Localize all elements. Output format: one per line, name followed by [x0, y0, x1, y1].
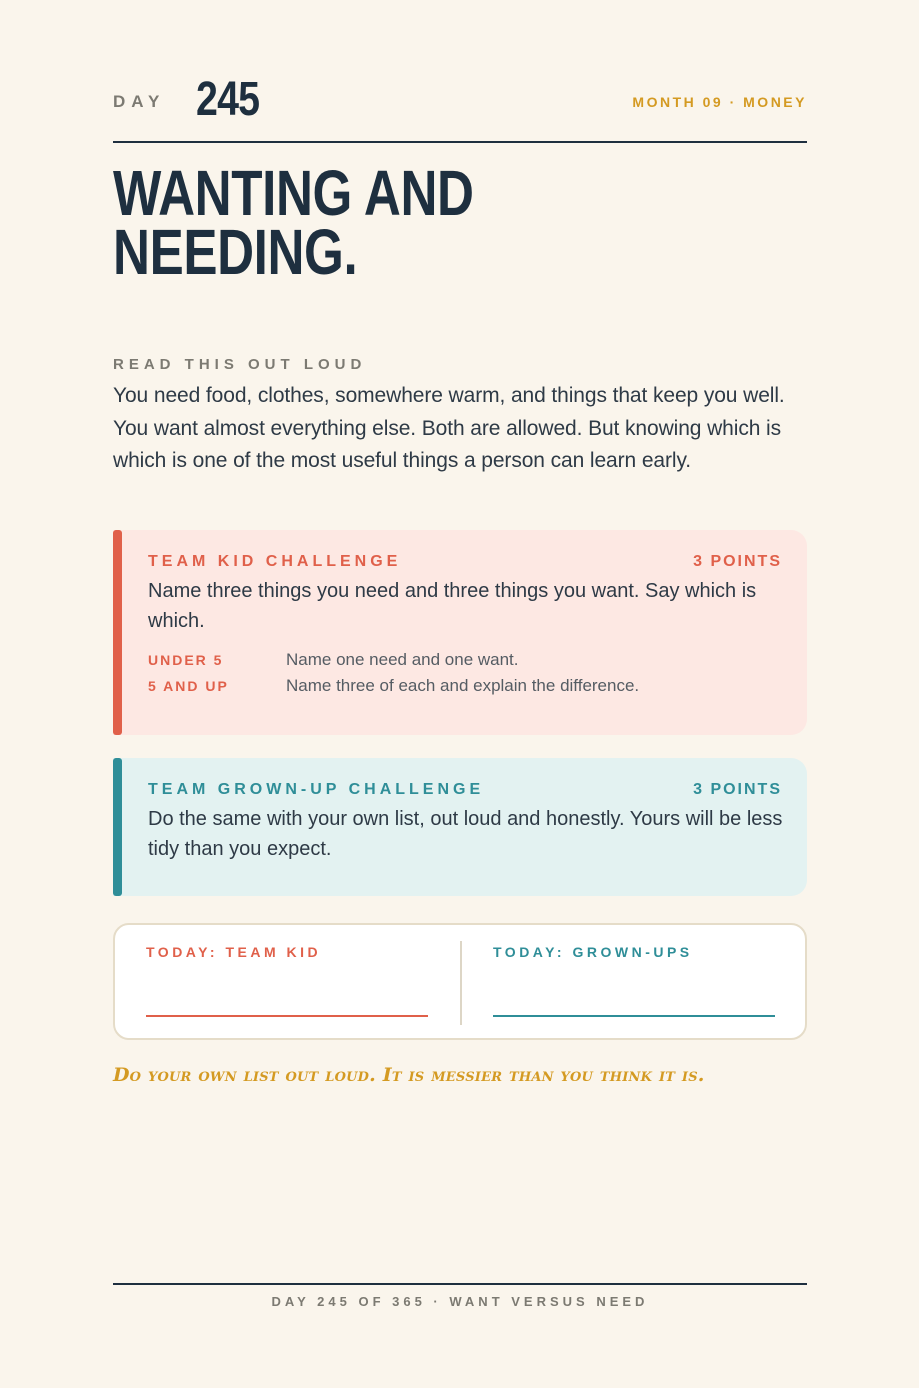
score-label-kid: TODAY: TEAM KID: [146, 944, 322, 960]
footer-rule: [113, 1283, 807, 1285]
read-aloud-text: You need food, clothes, somewhere warm, and things that keep you well. You want almost everything else. Both are allowed. But knowing which is which is one of the most useful things a person can learn early.: [113, 384, 785, 472]
age-label: 5 AND UP: [148, 678, 229, 694]
age-text: Name one need and one want.: [286, 650, 519, 669]
score-label-grown-ups: TODAY: GROWN-UPS: [493, 944, 693, 960]
day-number: 245: [196, 73, 260, 126]
kid-challenge-label: TEAM KID CHALLENGE: [148, 553, 402, 570]
score-box: [113, 923, 807, 1040]
kid-challenge-points: 3 POINTS: [693, 553, 782, 570]
read-aloud-label: READ THIS OUT LOUD: [113, 356, 367, 373]
page-header: [113, 70, 807, 130]
day-label: DAY: [113, 92, 166, 111]
score-write-line-grown-ups[interactable]: [493, 1015, 775, 1017]
score-write-line-kid[interactable]: [146, 1015, 428, 1017]
age-row-under-5: [148, 650, 788, 672]
header-rule: [113, 141, 807, 143]
month-label: MONTH 09 · MONEY: [632, 94, 807, 110]
grown-up-challenge-card: [113, 758, 807, 896]
page-title-line-1: WANTING AND: [113, 157, 474, 229]
page-title: [113, 157, 668, 288]
age-text: Name three of each and explain the difference.: [286, 676, 640, 695]
grown-up-challenge-label: TEAM GROWN-UP CHALLENGE: [148, 781, 485, 798]
age-label: UNDER 5: [148, 652, 224, 668]
grown-up-challenge-points: 3 POINTS: [693, 781, 782, 798]
kid-challenge-text: Name three things you need and three things you want. Say which is which.: [148, 580, 757, 632]
grown-up-challenge-text: Do the same with your own list, out loud and honestly. Yours will be less tidy than you expect.: [148, 808, 783, 860]
page-title-line-2: NEEDING.: [113, 216, 358, 288]
grown-up-challenge-accent-bar: [113, 758, 122, 896]
journal-page: [113, 0, 807, 1388]
page-footer: DAY 245 OF 365 · WANT VERSUS NEED: [271, 1294, 649, 1309]
kid-challenge-card: [113, 530, 807, 735]
kid-challenge-accent-bar: [113, 530, 122, 735]
score-divider: [460, 941, 462, 1025]
handwritten-note: Do your own list out loud. It is messier than you think it is.: [113, 1064, 705, 1086]
age-row-5-and-up: [148, 676, 788, 698]
